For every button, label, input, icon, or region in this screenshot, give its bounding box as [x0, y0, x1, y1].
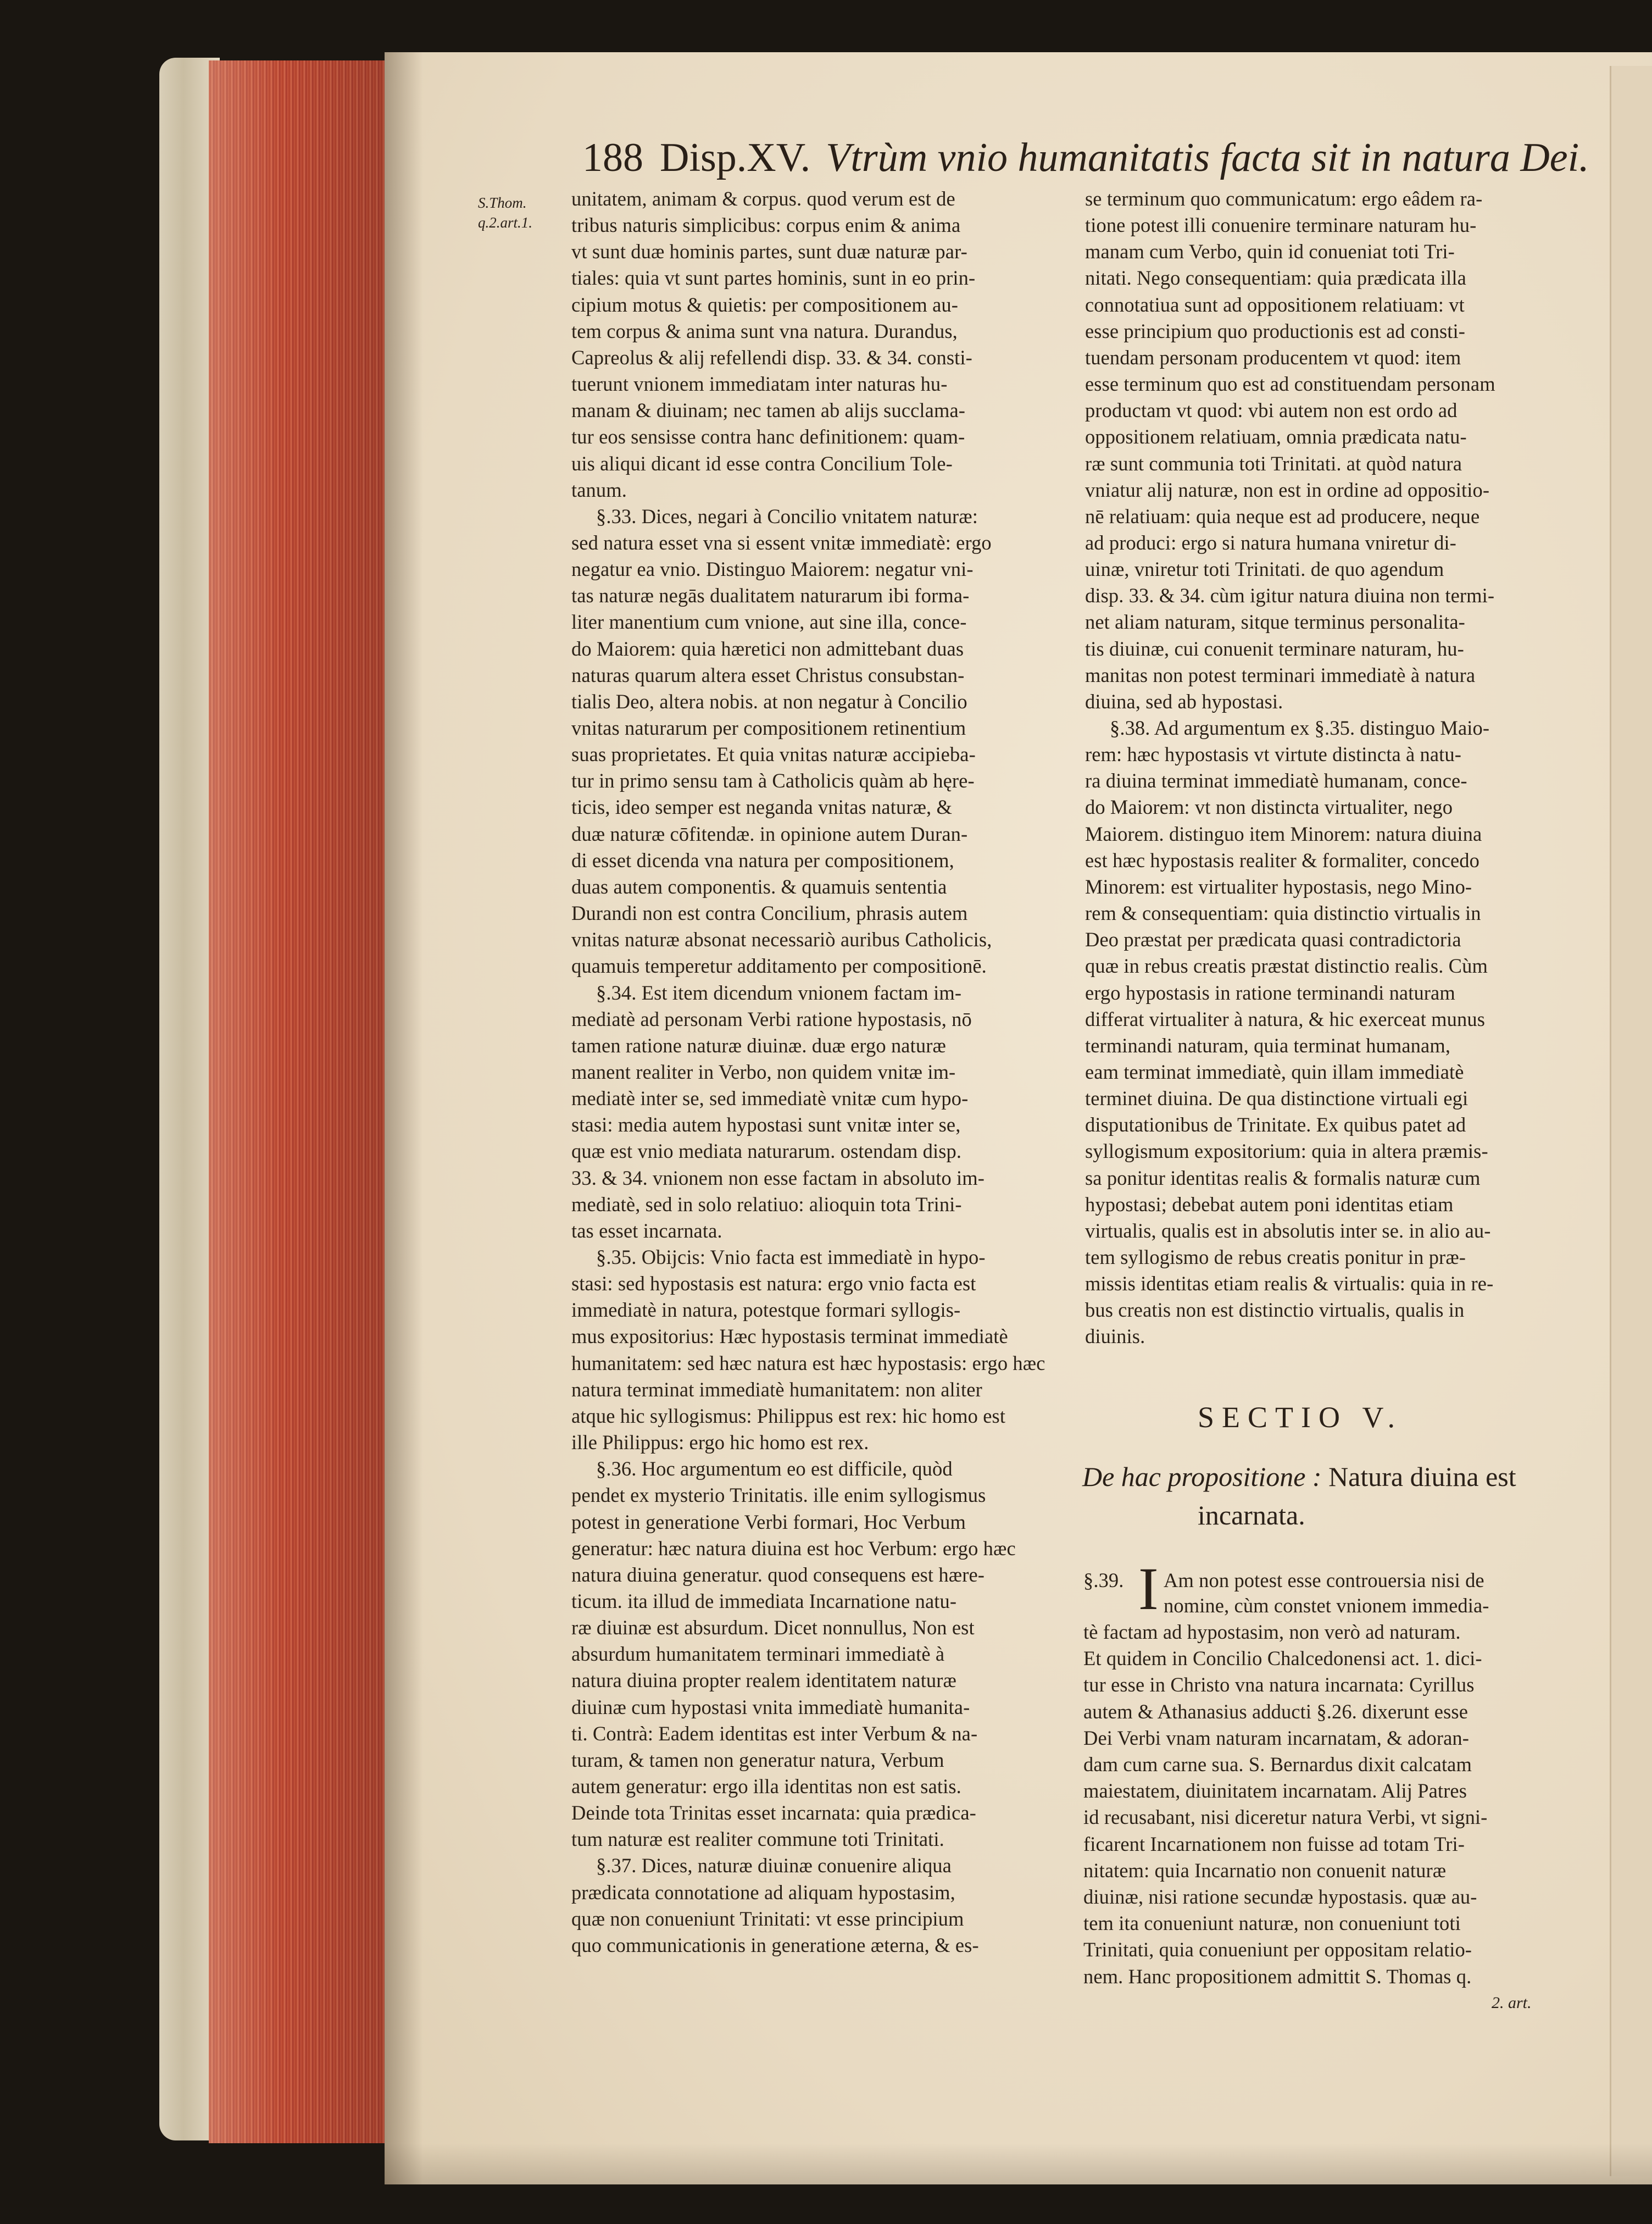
text-line: do Maiorem: vt non distincta virtualiter, nego	[1085, 796, 1453, 819]
text-line: mediatè, sed in solo relatiuo: alioquin tota Trini-	[571, 1193, 962, 1216]
text-line: diuinæ cum hypostasi vnita immediatè humanita-	[571, 1695, 970, 1718]
text-line: tis diuinæ, cui conuenit terminare naturam, hu-	[1085, 637, 1464, 660]
text-line: se terminum quo communicatum: ergo eâdem ra-	[1085, 187, 1483, 210]
text-line: disp. 33. & 34. cùm igitur natura diuina non termi-	[1085, 584, 1495, 607]
text-line: est hæc hypostasis realiter & formaliter, concedo	[1085, 848, 1480, 872]
text-line: terminandi naturam, quia terminat humanam,	[1085, 1034, 1451, 1057]
page-number: 188	[582, 135, 643, 180]
text-line: tione potest illi conuenire terminare naturam hu-	[1085, 214, 1477, 237]
text-line: vt sunt duæ hominis partes, sunt duæ naturæ par-	[571, 240, 967, 263]
text-line: eam terminat immediatè, quin illam immediatè	[1085, 1060, 1464, 1083]
text-line: tialis Deo, altera nobis. at non negatur à Concilio	[571, 690, 967, 713]
text-line: tur in primo sensu tam à Catholicis quàm ab hęre-	[571, 769, 975, 792]
text-line: di esset dicenda vna natura per compositionem,	[571, 848, 954, 872]
text-line: nitati. Nego consequentiam: quia prædicata illa	[1085, 267, 1466, 290]
text-line: tanum.	[571, 478, 627, 501]
text-line: tas naturæ negās dualitatem naturarum ibi forma-	[571, 584, 970, 607]
text-line: dam cum carne sua. S. Bernardus dixit calcatam	[1083, 1753, 1472, 1776]
text-line: ad produci: ergo si natura humana vniretur di-	[1085, 531, 1456, 554]
text-line: Minorem: est virtualiter hypostasis, nego Mino-	[1085, 875, 1472, 898]
text-line: tem syllogismo de rebus creatis ponitur in præ-	[1085, 1246, 1466, 1268]
text-line: atque hic syllogismus: Philippus est rex: hic homo est	[571, 1404, 1006, 1427]
text-line: 33. & 34. vnionem non esse factam in absoluto im-	[571, 1166, 985, 1189]
text-line: manent realiter in Verbo, non quidem vnitæ im-	[571, 1060, 956, 1083]
text-line: ergo hypostasis in ratione terminandi naturam	[1085, 981, 1455, 1004]
text-line: vnitas naturarum per compositionem retinentium	[571, 717, 966, 739]
margin-note: S.Thom.	[478, 195, 527, 211]
text-line: nē relatiuam: quia neque est ad producere, neque	[1085, 504, 1480, 528]
text-line: suas proprietates. Et quia vnitas naturæ accipieba-	[571, 743, 976, 766]
text-line: ticum. ita illud de immediata Incarnatione natu-	[571, 1589, 957, 1612]
text-line: Maiorem. distinguo item Minorem: natura diuina	[1085, 822, 1482, 845]
text-line: tuerunt vnionem immediatam inter naturas hu-	[571, 373, 948, 396]
text-line: sed natura esset vna si essent vnitæ immediatè: ergo	[571, 531, 992, 554]
text-line: maiestatem, diuinitatem incarnatam. Alij Patres	[1083, 1779, 1467, 1803]
text-line: Capreolus & alij refellendi disp. 33. & 34. consti-	[571, 346, 972, 369]
catchword: 2. art.	[1492, 1994, 1532, 2012]
text-line: mus expositorius: Hæc hypostasis terminat immediatè	[571, 1325, 1008, 1348]
section-title: SECTIO V.	[1198, 1401, 1403, 1434]
text-line: esse principium quo productionis est ad consti-	[1085, 319, 1465, 342]
text-line: quæ non conueniunt Trinitati: vt esse principium	[571, 1907, 964, 1930]
text-line: Deinde tota Trinitas esset incarnata: quia prædica-	[571, 1801, 976, 1824]
text-line: tem corpus & anima sunt vna natura. Durandus,	[571, 319, 958, 342]
text-line: pendet ex mysterio Trinitatis. ille enim syllogismus	[571, 1484, 986, 1507]
text-line: absurdum humanitatem terminari immediatè à	[571, 1643, 945, 1666]
section-text-line: Am non potest esse controuersia nisi de	[1164, 1569, 1484, 1591]
text-line: Trinitati, quia conueniunt per oppositam relatio-	[1083, 1938, 1472, 1961]
text-line: ti. Contrà: Eadem identitas est inter Verbum & na-	[571, 1722, 978, 1745]
text-line: diuinis.	[1085, 1325, 1145, 1348]
text-line: syllogismum expositorium: quia in altera præmis-	[1085, 1140, 1488, 1163]
disputation-label: Disp.XV.	[660, 135, 811, 180]
text-line: §.36. Hoc argumentum eo est difficile, quòd	[596, 1457, 953, 1480]
text-line: net aliam naturam, sitque terminus personalita-	[1085, 611, 1465, 634]
text-line: mediatè ad personam Verbi ratione hypostasis, nō	[571, 1007, 972, 1030]
text-line: natura terminat immediatè humanitatem: non aliter	[571, 1378, 982, 1401]
text-line: virtualis, qualis est in absolutis inter se. in alio au-	[1085, 1219, 1491, 1242]
text-line: nem. Hanc propositionem admittit S. Thomas q.	[1083, 1965, 1472, 1988]
text-line: tur esse in Christo vna natura incarnata: Cyrillus	[1083, 1673, 1475, 1696]
margin-note: q.2.art.1.	[478, 214, 533, 231]
text-line: diuina, sed ab hypostasi.	[1085, 690, 1283, 713]
text-line: manitas non potest terminari immediatè à natura	[1085, 663, 1476, 686]
text-line: autem generatur: ergo illa identitas non est satis.	[571, 1775, 961, 1798]
section-subtitle-italic: De hac propositione :	[1082, 1461, 1322, 1492]
text-line: unitatem, animam & corpus. quod verum est de	[571, 187, 955, 210]
text-line: §.34. Est item dicendum vnionem factam im-	[596, 981, 962, 1004]
text-line: ille Philippus: ergo hic homo est rex.	[571, 1431, 869, 1454]
text-line: rem & consequentiam: quia distinctio virtualis in	[1085, 902, 1481, 925]
text-line: tem ita conueniunt naturæ, non conueniunt toti	[1083, 1912, 1461, 1935]
text-line: Dei Verbi vnam naturam incarnatam, & adoran-	[1083, 1726, 1470, 1749]
text-line: differat virtualiter à natura, & hic exerceat munus	[1085, 1007, 1486, 1030]
text-line: immediatè in natura, potestque formari syllogis-	[571, 1299, 961, 1322]
text-line: ræ diuinæ est absurdum. Dicet nonnullus, Non est	[571, 1616, 975, 1639]
text-line: vniatur alij naturæ, non est in ordine ad oppositio-	[1085, 478, 1490, 501]
section-text-line: nomine, cùm constet vnionem immedia-	[1164, 1594, 1489, 1617]
text-line: ficarent Incarnationem non fuisse ad totam Tri-	[1083, 1832, 1465, 1855]
text-line: tuendam personam producentem vt quod: item	[1085, 346, 1461, 369]
bottom-shadow	[385, 2143, 1652, 2184]
section-subtitle	[1082, 1461, 1516, 1493]
text-line: humanitatem: sed hæc natura est hæc hypostasis: ergo hæc	[571, 1351, 1045, 1374]
text-line: natura diuina propter realem identitatem naturæ	[571, 1669, 956, 1692]
text-line: uis aliqui dicant id esse contra Concilium Tole-	[571, 452, 953, 475]
text-line: rem: hæc hypostasis vt virtute distincta à natu-	[1085, 743, 1461, 766]
text-line: diuinæ, nisi ratione secundæ hypostasis. quæ au-	[1083, 1885, 1477, 1908]
text-line: terminet diuina. De qua distinctione virtuali egi	[1085, 1087, 1469, 1110]
text-line: §.33. Dices, negari à Concilio vnitatem naturæ:	[596, 504, 978, 528]
facing-page-edge	[1610, 66, 1652, 2176]
text-line: potest in generatione Verbi formari, Hoc Verbum	[571, 1510, 966, 1533]
text-line: ra diuina terminat immediatè humanam, conce-	[1085, 769, 1467, 792]
text-line: ticis, ideo semper est neganda vnitas naturæ, &	[571, 796, 952, 819]
text-line: uinæ, vniretur toti Trinitati. de quo agendum	[1085, 558, 1444, 581]
text-line: §.37. Dices, naturæ diuinæ conuenire aliqua	[596, 1854, 952, 1877]
text-line: stasi: media autem hypostasi sunt vnitæ inter se,	[571, 1113, 961, 1136]
drop-cap: I	[1138, 1555, 1159, 1622]
section-subtitle-line2: incarnata.	[1198, 1500, 1305, 1530]
text-line: Deo præstat per prædicata quasi contradictoria	[1085, 928, 1461, 951]
text-line: connotatiua sunt ad oppositionem relatiuam: vt	[1085, 293, 1465, 316]
text-line: tamen ratione naturæ diuinæ. duæ ergo naturæ	[571, 1034, 946, 1057]
section-subtitle-roman: Natura diuina est	[1328, 1461, 1516, 1492]
text-line: mediatè inter se, sed immediatè vnitæ cum hypo-	[571, 1087, 969, 1110]
text-line: tum naturæ est realiter commune toti Trinitati.	[571, 1828, 944, 1851]
text-line: turam, & tamen non generatur natura, Verbum	[571, 1748, 944, 1771]
text-line: quæ est vnio mediata naturarum. ostendam disp.	[571, 1140, 962, 1163]
running-head	[582, 133, 1589, 182]
text-line: missis identitas etiam realis & virtualis: quia in re-	[1085, 1272, 1494, 1295]
text-line: quæ in rebus creatis præstat distinctio realis. Cùm	[1085, 955, 1488, 978]
text-line: disputationibus de Trinitate. Ex quibus patet ad	[1085, 1113, 1466, 1136]
text-line: sa ponitur identitas realis & formalis naturæ cum	[1085, 1166, 1481, 1189]
text-line: esse terminum quo est ad constituendam personam	[1085, 373, 1495, 396]
text-line: vnitas naturæ absonat necessariò auribus Catholicis,	[571, 928, 992, 951]
text-line: bus creatis non est distinctio virtualis, qualis in	[1085, 1299, 1465, 1322]
text-line: §.38. Ad argumentum ex §.35. distinguo Maio-	[1110, 717, 1490, 739]
text-line: id recusabant, nisi diceretur natura Verbi, vt signi-	[1083, 1806, 1488, 1829]
text-line: stasi: sed hypostasis est natura: ergo vnio facta est	[571, 1272, 976, 1295]
text-line: Et quidem in Concilio Chalcedonensi act. 1. dici-	[1083, 1647, 1482, 1670]
text-line: natura diuina generatur. quod consequens est hære-	[571, 1563, 985, 1586]
text-line: liter manentium cum vnione, aut sine illa, conce-	[571, 611, 967, 634]
running-title: Vtrùm vnio humanitatis facta sit in natura Dei.	[826, 135, 1589, 180]
text-line: productam vt quod: vbi autem non est ordo ad	[1085, 399, 1458, 422]
text-line: ræ sunt communia toti Trinitati. at quòd natura	[1085, 452, 1462, 475]
text-line: negatur ea vnio. Distinguo Maiorem: negatur vni-	[571, 558, 974, 581]
text-line: duas autem componentis. & quamuis sententia	[571, 875, 947, 898]
text-line: nitatem: quia Incarnatio non conuenit naturæ	[1083, 1859, 1447, 1882]
text-line: do Maiorem: quia hæretici non admittebant duas	[571, 637, 964, 660]
text-line: hypostasi; debebat autem poni identitas etiam	[1085, 1193, 1454, 1216]
text-line: prædicata connotatione ad aliquam hypostasim,	[571, 1881, 955, 1904]
red-page-edges	[209, 60, 390, 2143]
text-line: Durandi non est contra Concilium, phrasis autem	[571, 902, 968, 925]
text-line: tiales: quia vt sunt partes hominis, sunt in eo prin-	[571, 267, 976, 290]
text-line: duæ naturæ cōfitendæ. in opinione autem Duran-	[571, 822, 968, 845]
text-line: tur eos sensisse contra hanc definitionem: quam-	[571, 425, 965, 448]
text-line: tas esset incarnata.	[571, 1219, 722, 1242]
text-line: generatur: hæc natura diuina est hoc Verbum: ergo hæc	[571, 1537, 1016, 1560]
text-line: manam & diuinam; nec tamen ab alijs succlama-	[571, 399, 966, 422]
paragraph-mark: §.39.	[1083, 1569, 1124, 1591]
text-line: tribus naturis simplicibus: corpus enim & anima	[571, 214, 961, 237]
text-line: tè factam ad hypostasim, non verò ad naturam.	[1083, 1621, 1461, 1643]
text-line: §.35. Obijcis: Vnio facta est immediatè in hypo-	[596, 1246, 986, 1268]
text-line: manam cum Verbo, quin id conueniat toti Tri-	[1085, 240, 1455, 263]
text-line: quamuis temperetur additamento per compositionē.	[571, 955, 987, 978]
text-line: naturas quarum altera esset Christus consubstan-	[571, 663, 965, 686]
text-line: cipium motus & quietis: per compositionem au-	[571, 293, 958, 316]
text-line: oppositionem relatiuam, omnia prædicata natu-	[1085, 425, 1467, 448]
gutter-shadow	[385, 52, 423, 2184]
text-line: quo communicationis in generatione æterna, & es-	[571, 1933, 979, 1956]
text-line: autem & Athanasius adducti §.26. dixerunt esse	[1083, 1700, 1468, 1723]
